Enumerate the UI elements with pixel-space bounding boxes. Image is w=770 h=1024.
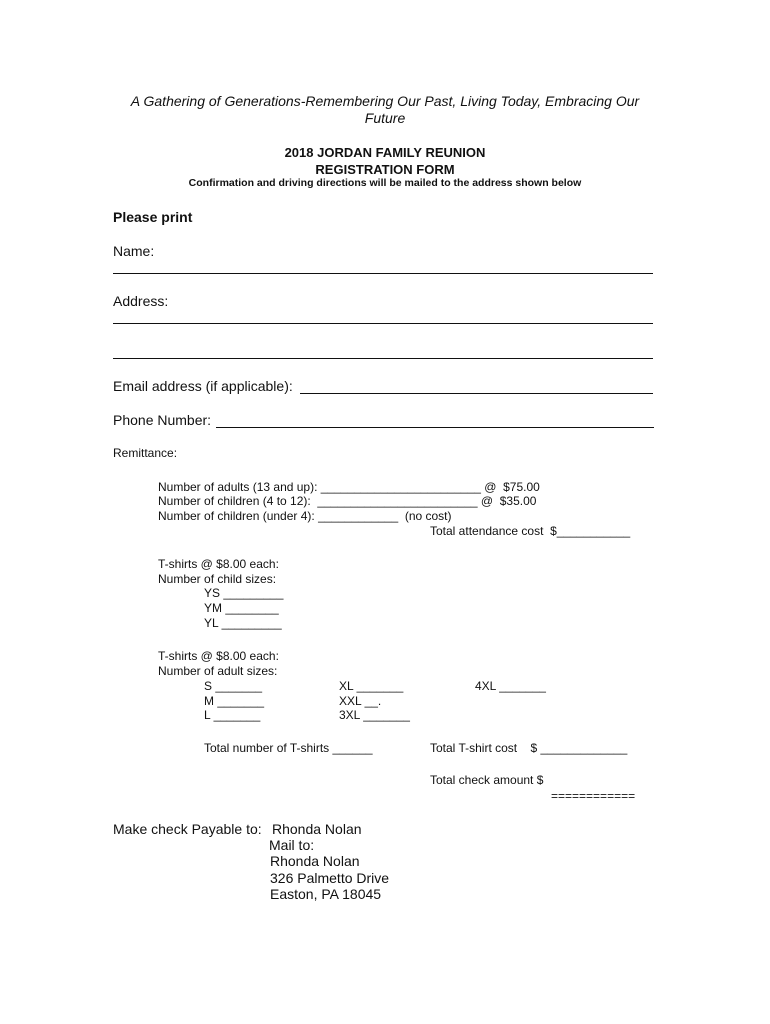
total-check-amount-label: Total check amount $ [430,773,544,787]
mailing-note: Confirmation and driving directions will be mailed to the address shown below [188,177,582,189]
adult-tshirt-price: T-shirts @ $8.00 each: [158,649,279,663]
mail-name: Rhonda Nolan [270,853,360,869]
adults-count-line[interactable]: Number of adults (13 and up): ________________________ @ $75.00 [158,480,540,494]
size-4xl-field[interactable]: 4XL _______ [475,679,546,693]
total-attendance-cost[interactable]: Total attendance cost $___________ [430,524,631,538]
child-sizes-heading: Number of child sizes: [158,572,277,586]
please-print-label: Please print [113,209,193,225]
address-label: Address: [113,293,169,309]
double-underline: ============ [551,789,636,803]
size-l-field[interactable]: L _______ [204,708,261,722]
size-ys-field[interactable]: YS _________ [204,586,284,600]
address-line-1-field[interactable] [113,323,653,324]
children-4-12-line[interactable]: Number of children (4 to 12): ________________________ @ $35.00 [158,494,537,508]
size-s-field[interactable]: S _______ [204,679,263,693]
email-field[interactable] [300,393,653,394]
adult-sizes-heading: Number of adult sizes: [158,664,278,678]
form-title: 2018 JORDAN FAMILY REUNION [284,145,486,160]
mail-to-label: Mail to: [269,837,315,853]
size-m-field[interactable]: M _______ [204,694,265,708]
name-field[interactable] [113,273,653,274]
mail-street: 326 Palmetto Drive [270,870,390,886]
size-yl-field[interactable]: YL _________ [204,616,282,630]
payable-name: Rhonda Nolan [272,821,362,837]
payable-label: Make check Payable to: [113,821,262,837]
address-line-2-field[interactable] [113,358,653,359]
phone-label: Phone Number: [113,412,212,428]
phone-field[interactable] [216,427,654,428]
name-label: Name: [113,243,155,259]
tagline: A Gathering of Generations-Remembering Our Past, Living Today, Embracing Our Future [130,93,640,126]
size-xl-field[interactable]: XL _______ [339,679,404,693]
remittance-label: Remittance: [113,446,178,460]
total-tshirt-cost-field[interactable]: Total T-shirt cost $ _____________ [430,741,628,755]
form-subtitle: REGISTRATION FORM [315,162,455,177]
size-xxl-field[interactable]: XXL __. [339,694,382,708]
children-under-4-line[interactable]: Number of children (under 4): ____________ (no cost) [158,509,452,523]
size-ym-field[interactable]: YM ________ [204,601,279,615]
total-tshirts-field[interactable]: Total number of T-shirts ______ [204,741,373,755]
email-label: Email address (if applicable): [113,378,293,394]
size-3xl-field[interactable]: 3XL _______ [339,708,410,722]
child-tshirt-price: T-shirts @ $8.00 each: [158,557,279,571]
mail-city: Easton, PA 18045 [270,886,382,902]
